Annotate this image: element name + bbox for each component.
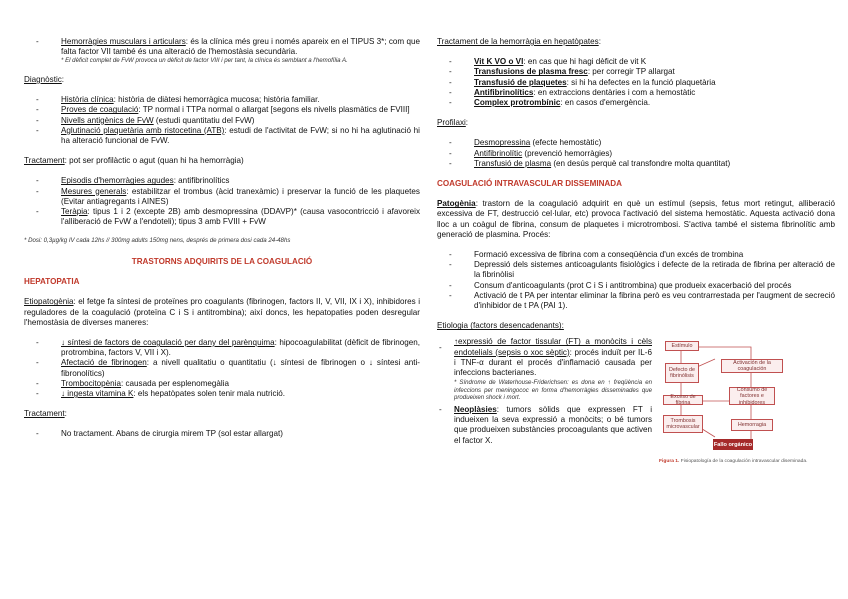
list-item: - Aglutinació plaquetària amb ristocetina (ATB): estudi de l'activitat de FvW; si no hi ha aglutinació hi ha alteració funcional de FvW. (24, 126, 420, 146)
etiopathogenesis-list (24, 338, 420, 399)
process-list (437, 250, 835, 311)
waterhouse-note: * Síndrome de Waterhouse-Friderichsen: es dona en ↑ freqüència en infeccions per meningococ en forma d'hemorràgies disseminades que produeixen shock i mort. (454, 379, 652, 402)
list-item: - Proves de coagulació: TP normal i TTPa normal o allargat [segons els nivells plasmàtics de FVIII] (24, 105, 420, 115)
list-item: - Depressió dels sistemes anticoagulants fisiològics i defecte de la retirada de fibrina per alteració de la fibrinòlisi (437, 260, 835, 280)
neo-item-start: - Neoplàsies: tumors sòlids que expressen FT i indueixen la seva expressió a monòcits; o bé tumors que produeixen substàncies procoagulants que activen el factor X. (439, 405, 652, 445)
list-item: - ↓ ingesta vitamina K: els hepatòpates solen tenir mala nutrició. (24, 389, 420, 399)
list-item: - No tractament. Abans de cirurgia mirem TP (sol estar allargat) (24, 429, 420, 439)
etiology-heading: Etiologia (factors desencadenants): (437, 321, 564, 331)
list-item: - Antifibrinolític (prevenció hemorràgies) (437, 149, 835, 159)
list-item: - Transfusió de plasma (en desús perquè cal transfondre molta quantitat) (437, 159, 835, 169)
figure-box: Consumo de factores e inhibidores (729, 387, 775, 405)
figure-box: Estímulo (665, 341, 699, 351)
list-item: - Antifibrinolítics: en extraccions dentàries i com a hemostàtic (437, 88, 835, 98)
list-item: - Història clínica: història de diàtesi hemorràgica mucosa; història familiar. (24, 95, 420, 105)
prophylaxis-heading: Profilaxi: (437, 118, 469, 128)
types-note: * El dèficit complet de FvW provoca un dèficit de factor VIII i per tant, la clínica és semblant a l'hemofília A. (61, 57, 348, 65)
figure-caption: Figura 1. Fisiopatología de la coagulación intravascular diseminada. (659, 459, 808, 465)
list-item: - Desmopressina (efecte hemostàtic) (437, 138, 835, 148)
list-item: - Vit K VO o VI: en cas que hi hagi dèficit de vit K (437, 57, 835, 67)
dic-figure (659, 339, 835, 471)
treatment-heading: Tractament: pot ser profilàctic o agut (quan hi ha hemorràgia) (24, 156, 244, 166)
pathogenesis-paragraph: Patogènia: trastorn de la coagulació adquirit en què un estímul (sepsis, fetus mort retingut, alliberació excessiva de FT, destrucció cel·lular, etc) provoca l'activació del sistema hemostàtic. Aquesta activació dona lloc a un coàgul de fibrina, consum de plaquetes i microtrombosi. S'activa també el sistema fibrinolític amb generació de plasmina. Procés: (437, 199, 835, 239)
list-item: - Consum d'anticoagulants (prot C i S i antitrombina) que produeix exacerbació del procés (437, 281, 835, 291)
hepatopathy-treatment-heading: Tractament de la hemorràgia en hepatòpates: (437, 37, 601, 46)
list-item: - Afectació de fibrinogen: a nivell qualitatiu o quantitatiu (↓ síntesi de fibrinogen o ↓ síntesi anti-fibronolítics) (24, 358, 420, 378)
figure-box: Hemorragia (731, 419, 773, 431)
figure-box: Exceso de fibrina (663, 395, 703, 405)
treatment2-heading: Tractament: (24, 409, 67, 419)
disorders-title: TRASTORNS ADQUIRITS DE LA COAGULACIÓ (131, 257, 313, 267)
list-item: - Nivells antigènics de FvW (estudi quantitatiu del FvW) (24, 116, 420, 126)
figure-box: Defecto de fibrinólisis (665, 363, 699, 383)
hepatopathy-treatment-list (437, 57, 835, 108)
dic-title: COAGULACIÓ INTRAVASCULAR DISSEMINADA (437, 179, 622, 189)
ft-item: - ↑expressió de factor tissular (FT) a monòcits i cèls endotelials (sepsis o xoc sèptic): procés induït per IL-6 i TNF-α durant el procés d'inflamació causada per infeccions bacterianes. * Síndrome de Waterhouse-Friderichsen: es dona en ↑ freqüència en infeccions per meningococ en forma d'hemorràgies disseminades que produeixen shock i mort. (439, 337, 652, 402)
list-item: - Formació excessiva de fibrina com a conseqüència d'un excés de trombina (437, 250, 835, 260)
figure-box: Trombosis microvascular (663, 415, 703, 433)
list-item: - Activació de t PA per intentar eliminar la fibrina però es veu contrarrestada per l'augment de secreció d'inhibidor de t PA (PAI 1). (437, 291, 835, 311)
treatment2-list (24, 429, 420, 439)
right-column (437, 0, 835, 465)
left-column (24, 0, 420, 440)
list-item: - Trombocitopènia: causada per esplenomegàlia (24, 379, 420, 389)
etiology-section (437, 337, 835, 465)
list-item: - Teràpia: tipus 1 i 2 (excepte 2B) amb desmopressina (DDAVP)* (causa vasocontricció i afavoreix l'alliberació de FvW a l'endoteli); tipus 3 amb FVIII + FvW (24, 207, 420, 227)
diagnostic-list (24, 95, 420, 146)
diagnostic-heading: Diagnòstic: (24, 75, 65, 84)
hepatopathy-title: HEPATOPATIA (24, 277, 80, 287)
list-item: - ↓ síntesi de factors de coagulació per dany del parènquima: hipocoagulabilitat (dèficit de fibrinogen, protrombina, factors V, VII i X). (24, 338, 420, 358)
list-item: - Episodis d'hemorràgies agudes: antifibrinolítics (24, 176, 420, 186)
list-item: - Hemorràgies musculars i articulars: és la clínica més greu i només apareix en el TIPUS 3*; com que falta factor VII també és una alteració de l'hemostàsia secundària. (24, 37, 420, 57)
list-item: - Transfusions de plasma fresc: per corregir TP allargat (437, 67, 835, 77)
types-list (24, 37, 420, 57)
figure-box: Activación de la coagulación (721, 359, 783, 373)
prophylaxis-list (437, 138, 835, 169)
etiopathogenesis-paragraph: Etiopatogènia: el fetge fa síntesi de proteïnes pro coagulants (fibrinogen, factors II, V, VII, IX i X), inhibidores i reguladores de la coagulació (proteïna C i S i antitrombina); així doncs, les hepatopaties poden desregular l'hemostàsia de diverses maneres: (24, 297, 420, 327)
list-item: - Complex protrombínic: en casos d'emergència. (437, 98, 835, 108)
treatment-list (24, 176, 420, 227)
list-item: - Mesures generals: estabilitzar el trombus (àcid tranexàmic) i preservar la funció de les plaquetes (Evitar antiagregants i AINES) (24, 187, 420, 207)
dose-note: * Dosi: 0,3µg/kg IV cada 12hs // 300mg adults 150mg nens, després de primera dosi cada 24-48hs (24, 237, 291, 245)
figure-box-fail: Fallo orgánico (713, 439, 753, 450)
list-item: - Transfusió de plaquetes: si hi ha defectes en la funció plaquetària (437, 78, 835, 88)
